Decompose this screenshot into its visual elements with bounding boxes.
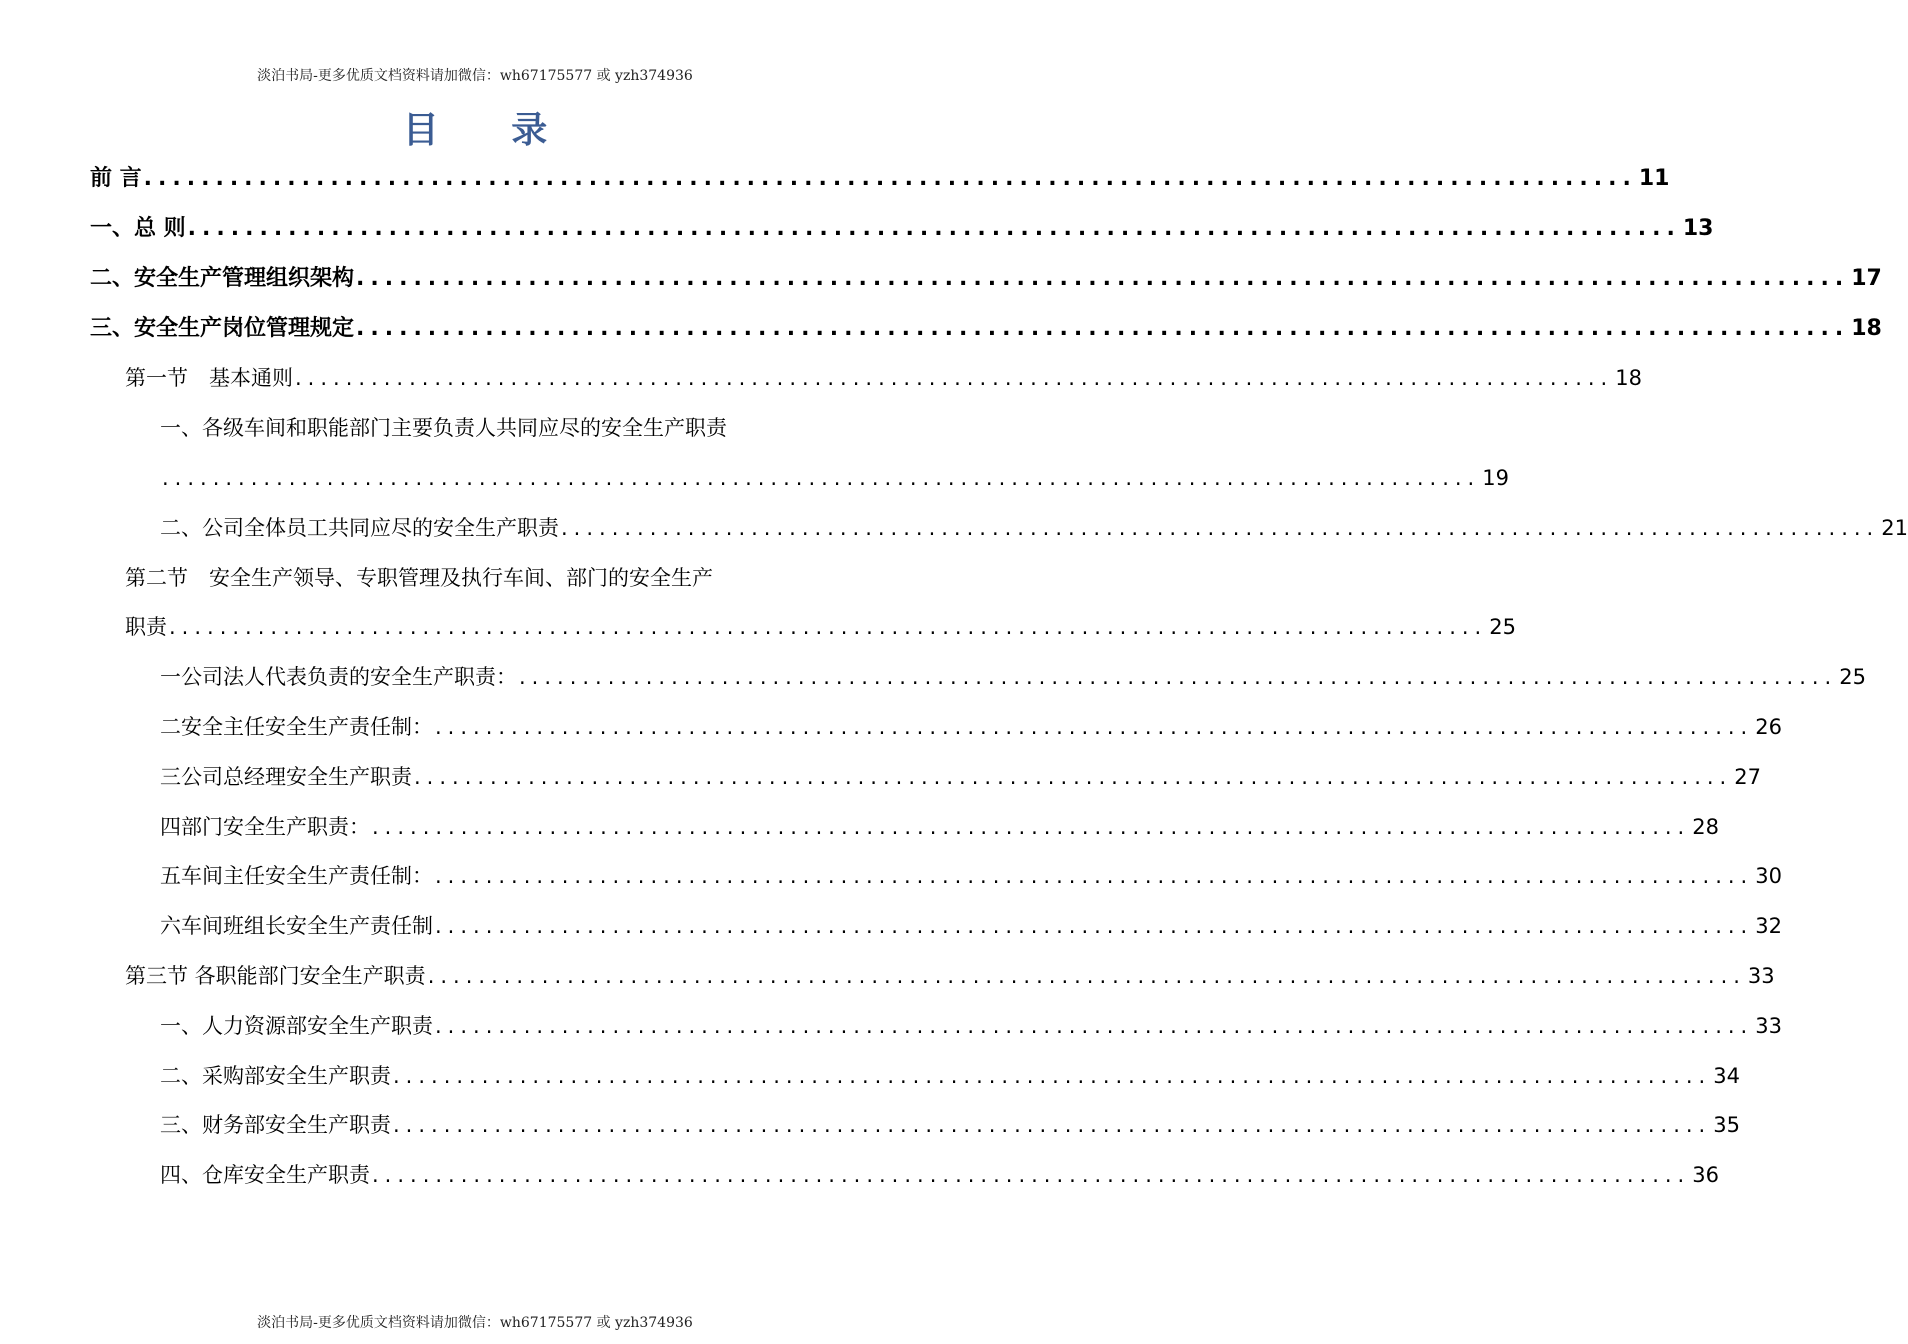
footer-watermark: 淡泊书局-更多优质文档资料请加微信：wh67175577 或 yzh374936 — [257, 1315, 693, 1331]
toc-entry-label: 三、财务部安全生产职责 — [160, 1113, 391, 1137]
toc-leader-dots: ........................................................................................................ — [356, 316, 1850, 341]
toc-page-number: 33 — [1755, 1014, 1782, 1038]
toc-leader-dots: ........................................................................................................ — [162, 466, 1481, 490]
toc-entry-section-3-item-3[interactable] — [160, 1108, 1740, 1142]
toc-entry-label: 四、仓库安全生产职责 — [160, 1163, 370, 1187]
toc-entry-section-3[interactable] — [125, 959, 1775, 993]
toc-leader-dots: ........................................................................................................ — [393, 1113, 1712, 1137]
toc-page-number: 13 — [1682, 216, 1714, 241]
toc-page-number: 26 — [1755, 715, 1782, 739]
toc-entry-label: 五车间主任安全生产责任制： — [160, 864, 433, 888]
toc-leader-dots: ........................................................................................................ — [393, 1064, 1712, 1088]
toc-leader-dots: ........................................................................................................ — [561, 516, 1880, 540]
toc-page-number: 25 — [1489, 615, 1516, 639]
toc-page-number: 34 — [1713, 1064, 1740, 1088]
toc-entry-label: 二安全主任安全生产责任制： — [160, 715, 433, 739]
toc-entry-rules[interactable] — [90, 312, 1882, 346]
toc-entry-section-2-item-5[interactable] — [160, 859, 1782, 893]
toc-page-number: 33 — [1747, 964, 1775, 988]
toc-entry-section-3-item-4[interactable] — [160, 1158, 1719, 1192]
toc-entry-section-2-item-1[interactable] — [160, 660, 1866, 694]
toc-page-number: 28 — [1692, 815, 1719, 839]
toc-page-number: 11 — [1638, 166, 1670, 191]
toc-entry-section-2-label-line-1[interactable]: 第二节 安全生产领导、专职管理及执行车间、部门的安全生产 — [125, 566, 713, 590]
toc-entry-label: 一公司法人代表负责的安全生产职责： — [160, 665, 517, 689]
toc-entry-label: 一、总 则 — [90, 216, 186, 241]
toc-leader-dots: ........................................................................................................ — [187, 216, 1681, 241]
toc-entry-label: 第一节 基本通则 — [125, 366, 293, 390]
toc-entry-section-1-item-1[interactable] — [160, 461, 1509, 495]
toc-entry-label: 二、公司全体员工共同应尽的安全生产职责 — [160, 516, 559, 540]
toc-entry-section-3-item-1[interactable] — [160, 1009, 1782, 1043]
toc-leader-dots: ........................................................................................................ — [414, 765, 1733, 789]
toc-entry-label: 三、安全生产岗位管理规定 — [90, 316, 355, 341]
toc-leader-dots: ........................................................................................................ — [435, 864, 1754, 888]
toc-leader-dots: ........................................................................................................ — [519, 665, 1838, 689]
toc-leader-dots: ........................................................................................................ — [372, 1163, 1691, 1187]
toc-page-number: 18 — [1615, 366, 1642, 390]
toc-entry-org[interactable] — [90, 262, 1882, 296]
toc-leader-dots: ........................................................................................................ — [169, 615, 1488, 639]
toc-page-number: 32 — [1755, 914, 1782, 938]
toc-entry-section-1-item-1-label[interactable]: 一、各级车间和职能部门主要负责人共同应尽的安全生产职责 — [160, 416, 727, 440]
toc-entry-section-1-item-2[interactable] — [160, 511, 1908, 545]
toc-leader-dots: ........................................................................................................ — [435, 715, 1754, 739]
toc-page-number: 17 — [1851, 266, 1882, 291]
toc-leader-dots: ........................................................................................................ — [143, 166, 1637, 191]
toc-page-number: 21 — [1881, 516, 1908, 540]
toc-entry-label: 职责 — [125, 615, 167, 639]
toc-page-number: 25 — [1839, 665, 1866, 689]
toc-leader-dots: ........................................................................................................ — [356, 266, 1850, 291]
toc-entry-general[interactable] — [90, 212, 1714, 246]
toc-page-number: 18 — [1851, 316, 1882, 341]
toc-entry-label: 四部门安全生产职责： — [160, 815, 370, 839]
toc-entry-label: 第三节 各职能部门安全生产职责 — [125, 964, 426, 988]
toc-page-number: 19 — [1482, 466, 1509, 490]
toc-entry-section-2-item-2[interactable] — [160, 710, 1782, 744]
header-watermark: 淡泊书局-更多优质文档资料请加微信：wh67175577 或 yzh374936 — [257, 68, 693, 84]
toc-entry-label: 三公司总经理安全生产职责 — [160, 765, 412, 789]
toc-leader-dots: ........................................................................................................ — [435, 1014, 1754, 1038]
toc-entry-label: 六车间班组长安全生产责任制 — [160, 914, 433, 938]
toc-entry-label: 二、采购部安全生产职责 — [160, 1064, 391, 1088]
toc-leader-dots: ........................................................................................................ — [427, 964, 1746, 988]
toc-entry-label: 二、安全生产管理组织架构 — [90, 266, 355, 291]
toc-entry-section-3-item-2[interactable] — [160, 1059, 1740, 1093]
toc-page-number: 35 — [1713, 1113, 1740, 1137]
toc-entry-section-2-item-3[interactable] — [160, 760, 1761, 794]
toc-leader-dots: ........................................................................................................ — [295, 366, 1614, 390]
toc-entry-label: 前 言 — [90, 166, 142, 191]
toc-leader-dots: ........................................................................................................ — [372, 815, 1691, 839]
toc-page-number: 30 — [1755, 864, 1782, 888]
toc-entry-label: 一、人力资源部安全生产职责 — [160, 1014, 433, 1038]
toc-entry-section-1[interactable] — [125, 361, 1642, 395]
toc-entry-section-2-item-4[interactable] — [160, 810, 1719, 844]
toc-entry-section-2[interactable] — [125, 610, 1516, 644]
page-title: 目 录 — [402, 110, 578, 151]
toc-entry-section-2-item-6[interactable] — [160, 909, 1782, 943]
toc-leader-dots: ........................................................................................................ — [435, 914, 1754, 938]
toc-page-number: 36 — [1692, 1163, 1719, 1187]
toc-entry-preface[interactable] — [90, 162, 1670, 196]
toc-page-number: 27 — [1734, 765, 1761, 789]
